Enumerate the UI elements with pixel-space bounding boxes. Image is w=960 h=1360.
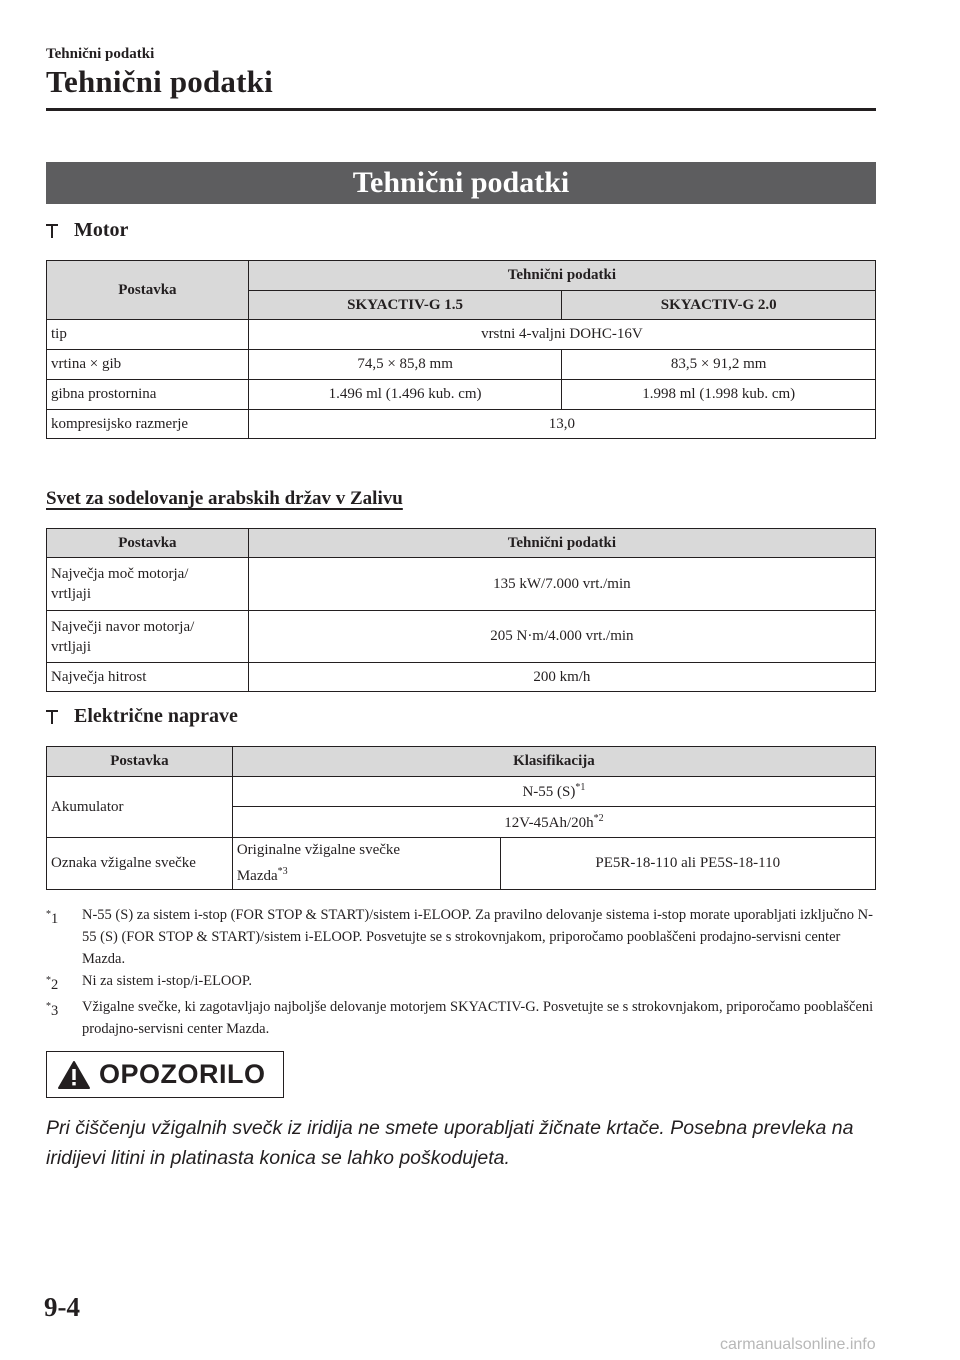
row-label-line: Največja moč motorja/ bbox=[51, 566, 189, 582]
plug-description-line: Originalne vžigalne svečke bbox=[236, 842, 401, 858]
engine-section-title bbox=[46, 219, 128, 242]
footnotes bbox=[46, 904, 876, 1040]
section-bullet-icon bbox=[46, 710, 58, 724]
electrical-table bbox=[46, 746, 876, 890]
table-row bbox=[47, 663, 876, 692]
gcc-table bbox=[46, 528, 876, 692]
row-value: 135 kW/7.000 vrt./min bbox=[248, 558, 875, 611]
footnote-ref: *3 bbox=[277, 866, 288, 877]
footnote-text: N-55 (S) za sistem i-stop (FOR STOP & START)/sistem i-ELOOP. Za pravilno delovanje sistema i-stop morate uporabljati izključno N-55 (S) (FOR STOP & START)/sistem i-ELOOP. Posvetujte se s strokovnjakom, priporočamo pooblaščeni prodajno-servisni center Mazda. bbox=[82, 907, 873, 967]
footnote-text: Ni za sistem i-stop/i-ELOOP. bbox=[82, 973, 252, 989]
battery-spec-2 bbox=[232, 807, 875, 838]
row-label bbox=[47, 611, 249, 663]
gcc-col-item: Postavka bbox=[47, 529, 249, 558]
row-value: 1.998 ml (1.998 kub. cm) bbox=[562, 380, 876, 410]
section-bullet-icon bbox=[46, 224, 58, 238]
row-value: 1.496 ml (1.496 kub. cm) bbox=[248, 380, 562, 410]
engine-col-data: Tehnični podatki bbox=[248, 261, 875, 291]
battery-spec-2-text: 12V-45Ah/20h bbox=[504, 814, 594, 831]
table-row bbox=[47, 838, 876, 890]
engine-section-label: Motor bbox=[74, 219, 129, 241]
heading-divider bbox=[46, 108, 876, 111]
running-header: Tehnični podatki bbox=[46, 46, 155, 62]
table-row bbox=[47, 410, 876, 439]
plug-value: PE5R-18-110 ali PE5S-18-110 bbox=[500, 838, 875, 890]
row-value: 200 km/h bbox=[248, 663, 875, 692]
table-row bbox=[47, 777, 876, 807]
footnote-text: Vžigalne svečke, ki zagotavljajo najboljše delovanje motorjem SKYACTIV-G. Posvetujte se s strokovnjakom, priporočamo pooblaščeni prodajno-servisni center Mazda. bbox=[82, 998, 874, 1037]
page-title: Tehnični podatki bbox=[46, 64, 273, 99]
plug-label: Oznaka vžigalne svečke bbox=[47, 838, 233, 890]
battery-label: Akumulator bbox=[47, 777, 233, 838]
warning-triangle-icon bbox=[57, 1060, 91, 1090]
row-label: Največja hitrost bbox=[47, 663, 249, 692]
table-row bbox=[47, 380, 876, 410]
warning-box bbox=[46, 1051, 284, 1098]
warning-label: OPOZORILO bbox=[99, 1059, 266, 1089]
electrical-section-label: Električne naprave bbox=[74, 705, 238, 727]
footnote-ref: *1 bbox=[575, 782, 586, 793]
table-row bbox=[47, 320, 876, 350]
engine-table bbox=[46, 260, 876, 439]
gcc-col-data: Tehnični podatki bbox=[248, 529, 875, 558]
row-value: 13,0 bbox=[248, 410, 875, 439]
warning-text: Pri čiščenju vžigalnih svečk iz iridija ne smete uporabljati žičnate krtače. Posebna prevleka na iridijevi litini in platinasta konica se lahko poškodujeta. bbox=[46, 1117, 854, 1169]
electrical-col-item: Postavka bbox=[47, 747, 233, 777]
row-label bbox=[47, 558, 249, 611]
section-banner: Tehnični podatki bbox=[46, 162, 876, 204]
battery-spec-1-text: N-55 (S) bbox=[522, 784, 576, 800]
footnote-mark: *2 bbox=[46, 975, 59, 993]
row-label-line: vrtljaji bbox=[51, 638, 91, 655]
footnote-mark: *3 bbox=[46, 1000, 59, 1019]
footnote-ref: *2 bbox=[593, 812, 604, 824]
footnote bbox=[46, 904, 876, 970]
plug-description-line: Mazda bbox=[236, 868, 278, 884]
footnote bbox=[46, 970, 876, 996]
row-value: 205 N·m/4.000 vrt./min bbox=[248, 611, 875, 663]
footnote bbox=[46, 996, 876, 1040]
electrical-col-class: Klasifikacija bbox=[232, 747, 875, 777]
row-label-line: Največji navor motorja/ bbox=[51, 618, 195, 635]
row-label: gibna prostornina bbox=[47, 380, 249, 410]
table-row bbox=[47, 611, 876, 663]
row-label: tip bbox=[47, 320, 249, 350]
page-number: 9-4 bbox=[44, 1292, 80, 1322]
plug-description bbox=[232, 838, 500, 890]
footnote-mark: *1 bbox=[46, 909, 59, 927]
row-label: vrtina × gib bbox=[47, 350, 249, 380]
gcc-subsection-title: Svet za sodelovanje arabskih držav v Zalivu bbox=[46, 488, 403, 509]
row-value: 83,5 × 91,2 mm bbox=[562, 350, 876, 380]
site-watermark: carmanualsonline.info bbox=[720, 1336, 876, 1353]
engine-variant-2: SKYACTIV-G 2.0 bbox=[562, 291, 876, 320]
electrical-section-title bbox=[46, 705, 238, 728]
row-label: kompresijsko razmerje bbox=[47, 410, 249, 439]
row-label-line: vrtljaji bbox=[51, 586, 91, 602]
engine-variant-1: SKYACTIV-G 1.5 bbox=[248, 291, 562, 320]
row-value: vrstni 4-valjni DOHC-16V bbox=[248, 320, 875, 350]
engine-col-item: Postavka bbox=[47, 261, 249, 320]
battery-spec-1 bbox=[232, 777, 875, 807]
table-row bbox=[47, 350, 876, 380]
table-row bbox=[47, 558, 876, 611]
row-value: 74,5 × 85,8 mm bbox=[248, 350, 562, 380]
